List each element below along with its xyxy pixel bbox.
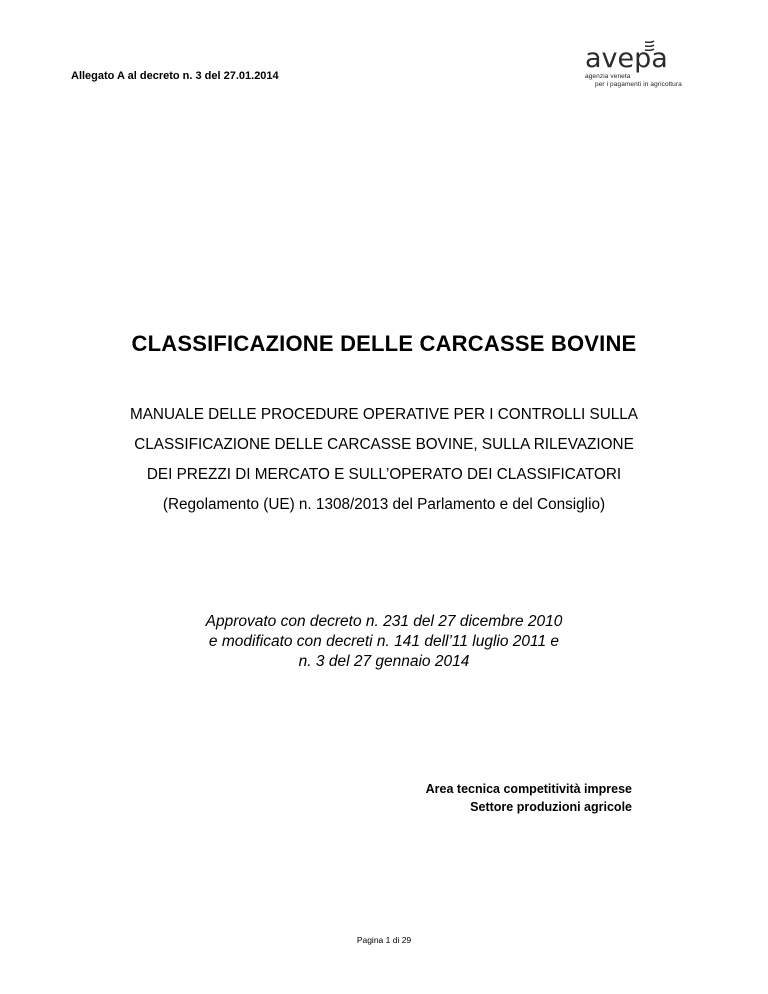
page-number: Pagina 1 di 29 [356,935,412,945]
subtitle-line: DEI PREZZI DI MERCATO E SULL’OPERATO DEI CLASSIFICATORI [146,466,622,483]
approval-line: e modificato con decreti n. 141 dell’11 luglio 2011 e [208,633,560,650]
issuing-office [426,780,632,816]
office-line: Area tecnica competitività imprese [425,782,632,796]
logo-tagline-1: agenzia veneta [585,73,631,80]
subtitle-line: MANUALE DELLE PROCEDURE OPERATIVE PER I CONTROLLI SULLA [129,406,639,423]
office-line: Settore produzioni agricole [470,800,632,814]
document-title: CLASSIFICAZIONE DELLE CARCASSE BOVINE [131,331,637,356]
annex-reference: Allegato A al decreto n. 3 del 27.01.2014 [71,70,279,82]
approval-note [0,612,768,672]
avepa-logo-icon [583,40,703,74]
approval-line: Approvato con decreto n. 231 del 27 dicembre 2010 [205,613,563,630]
document-subtitle [0,400,768,520]
logo-tagline-2: per i pagamenti in agricoltura [595,81,682,88]
subtitle-line: CLASSIFICAZIONE DELLE CARCASSE BOVINE, SULLA RILEVAZIONE [134,436,634,453]
svg-text:avepa: avepa [585,43,668,74]
avepa-logo [583,40,703,92]
subtitle-line: (Regolamento (UE) n. 1308/2013 del Parlamento e del Consiglio) [162,496,606,513]
approval-line: n. 3 del 27 gennaio 2014 [298,653,470,670]
